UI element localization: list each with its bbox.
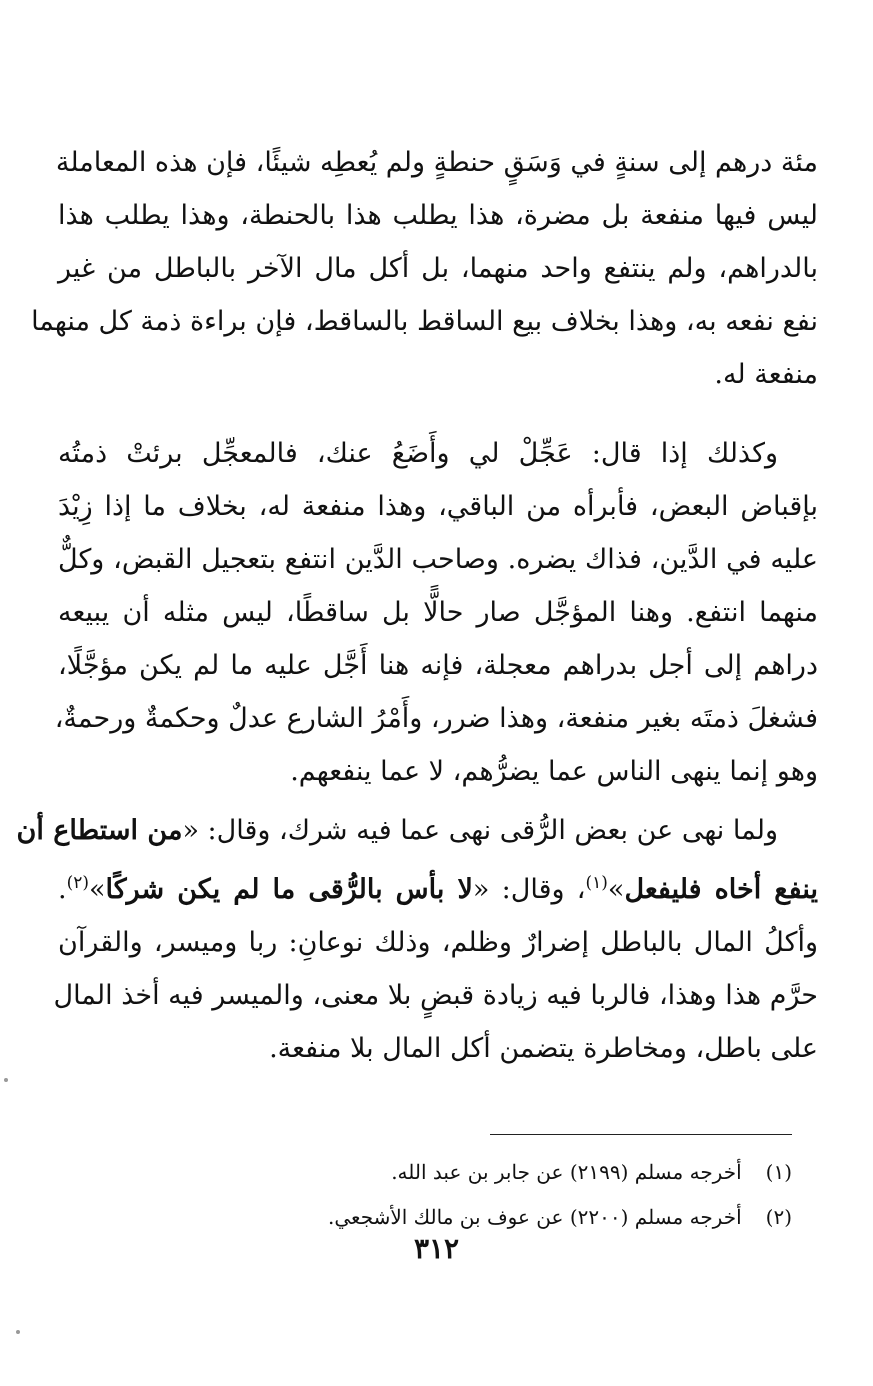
text-line: بإقباض البعض، فأبرأه من الباقي، وهذا منفعة له، بخلاف ما إذا زِيْدَ — [58, 491, 818, 522]
text-line: نفع نفعه به، وهذا بخلاف بيع الساقط بالساقط، فإن براءة ذمة كل منهما — [31, 306, 818, 337]
text-line: مئة درهم إلى سنةٍ في وَسَقٍ حنطةٍ ولم يُعطِه شيئًا، فإن هذه المعاملة — [55, 147, 818, 178]
plain-text: ولما نهى عن بعض الرُّقى نهى عما فيه شرك، وقال: « — [182, 815, 778, 846]
footnote-ref-1[interactable]: (١) — [585, 873, 608, 893]
paragraph-2 — [54, 427, 818, 798]
footnote-ref-2[interactable]: (٢) — [66, 873, 90, 893]
text-line: منهما انتفع. وهنا المؤجَّل صار حالًّا بل ساقطًا، ليس مثله أن يبيعه — [58, 597, 818, 628]
plain-text: » — [89, 874, 106, 905]
footnote-1 — [240, 1150, 792, 1195]
plain-text: . — [58, 874, 67, 905]
hadith-quote-2: لا بأس بالرُّقى ما لم يكن شركًا — [105, 874, 473, 905]
text-line: فشغلَ ذمتَه بغير منفعة، وهذا ضرر، وأَمْرُ الشارع عدلٌ وحكمةٌ ورحمةٌ، — [54, 703, 818, 734]
paragraph-1 — [31, 136, 818, 401]
text-line: منفعة له. — [714, 359, 818, 390]
footnote-text: أخرجه مسلم (٢٢٠٠) عن عوف بن مالك الأشجعي. — [328, 1205, 742, 1229]
scan-speck — [4, 1078, 8, 1082]
plain-text: » — [607, 874, 625, 905]
plain-text: ، وقال: « — [472, 874, 586, 905]
text-line: دراهم إلى أجل بدراهم معجلة، فإنه هنا أَجَّل عليه ما لم يكن مؤجَّلًا، — [58, 650, 818, 681]
text-line: وهو إنما ينهى الناس عما يضرُّهم، لا عما ينفعهم. — [290, 756, 818, 787]
text-line — [58, 857, 818, 916]
hadith-quote-1-end: ينفع أخاه فليفعل — [624, 874, 818, 905]
text-line: عليه في الدَّين، فذاك يضره. وصاحب الدَّين انتفع بتعجيل القبض، وكلٌّ — [58, 544, 818, 575]
scan-speck — [16, 1330, 20, 1334]
hadith-quote-1: من استطاع أن — [16, 815, 183, 846]
text-line — [16, 804, 818, 857]
footnotes — [240, 1150, 792, 1240]
text-line: وكذلك إذا قال: عَجِّلْ لي وأَضَعُ عنك، فالمعجِّل برئتْ ذمتُه — [58, 438, 778, 469]
paragraph-3 — [16, 804, 818, 1075]
footnote-divider — [490, 1134, 792, 1135]
footnote-number: (٢) — [765, 1205, 792, 1229]
text-line: على باطل، ومخاطرة يتضمن أكل المال بلا منفعة. — [269, 1033, 818, 1064]
text-line: ليس فيها منفعة بل مضرة، هذا يطلب هذا بالحنطة، وهذا يطلب هذا — [58, 200, 818, 231]
text-line: وأكلُ المال بالباطل إضرارٌ وظلم، وذلك نوعانِ: ربا وميسر، والقرآن — [58, 927, 818, 958]
footnote-text: أخرجه مسلم (٢١٩٩) عن جابر بن عبد الله. — [391, 1160, 742, 1184]
page-number: ٣١٢ — [413, 1232, 460, 1265]
text-line: بالدراهم، ولم ينتفع واحد منهما، بل أكل مال الآخر بالباطل من غير — [58, 253, 818, 284]
footnote-number: (١) — [765, 1160, 792, 1184]
text-line: حرَّم هذا وهذا، فالربا فيه زيادة قبضٍ بلا معنى، والميسر فيه أخذ المال — [53, 980, 818, 1011]
